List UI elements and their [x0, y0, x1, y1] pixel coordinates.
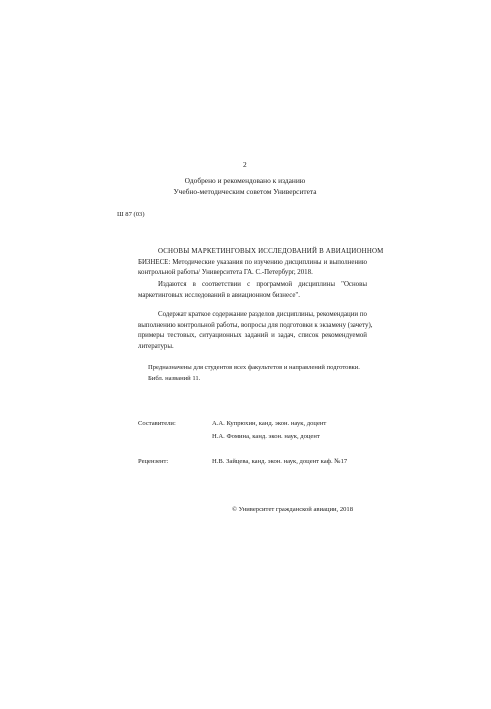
- approval-line-1: Одобрено и рекомендовано к изданию: [184, 176, 306, 185]
- contents-line-2: выполнению контрольной работы, вопросы для подготовки к экзамену (зачету),: [138, 321, 373, 329]
- published-per-line-2: маркетинговых исследований в авиационном бизнесе".: [138, 291, 300, 299]
- contents-line-4: литературы.: [138, 342, 174, 350]
- approval-line-2: Учебно-методическим советом Университета: [173, 187, 317, 196]
- reviewer-name: Н.В. Зайцева, канд. экон. наук, доцент каф. №17: [212, 458, 348, 465]
- description-line-2: БИЗНЕСЕ: Методические указания по изучению дисциплины и выполнению: [138, 258, 367, 266]
- copyright-notice: © Университет гражданской авиации, 2018: [232, 506, 354, 513]
- description-paragraph: [138, 247, 384, 279]
- udc-code: Ш 87 (03): [117, 211, 145, 218]
- published-per-paragraph: [138, 280, 367, 301]
- intended-for: Предназначены для студентов всех факультетов и направлений подготовки.: [148, 364, 360, 371]
- bibliography-count: Библ. названий 11.: [148, 375, 201, 382]
- compilers-label: Составители:: [138, 420, 176, 427]
- contents-line-1: Содержат краткое содержание разделов дисциплины, рекомендации по: [158, 311, 367, 318]
- description-line-1: ОСНОВЫ МАРКЕТИНГОВЫХ ИССЛЕДОВАНИЙ В АВИАЦИОННОМ: [158, 248, 384, 255]
- description-line-3: контрольной работы/ Университета ГА. С.-Петербург, 2018.: [138, 269, 313, 276]
- published-per-line-1: Издаются в соответствии с программой дисциплины "Основы: [158, 281, 367, 288]
- contents-line-3: примеры тестовых, ситуационных заданий и задач, список рекомендуемой: [138, 332, 367, 339]
- compiler-2: Н.А. Фомина, канд. экон. наук, доцент: [212, 433, 320, 440]
- contents-paragraph: [138, 310, 373, 352]
- reviewer-label: Рецензент:: [138, 458, 169, 465]
- compiler-1: А.А. Купрюхин, канд. экон. наук, доцент: [212, 420, 327, 427]
- page-number: 2: [243, 160, 247, 169]
